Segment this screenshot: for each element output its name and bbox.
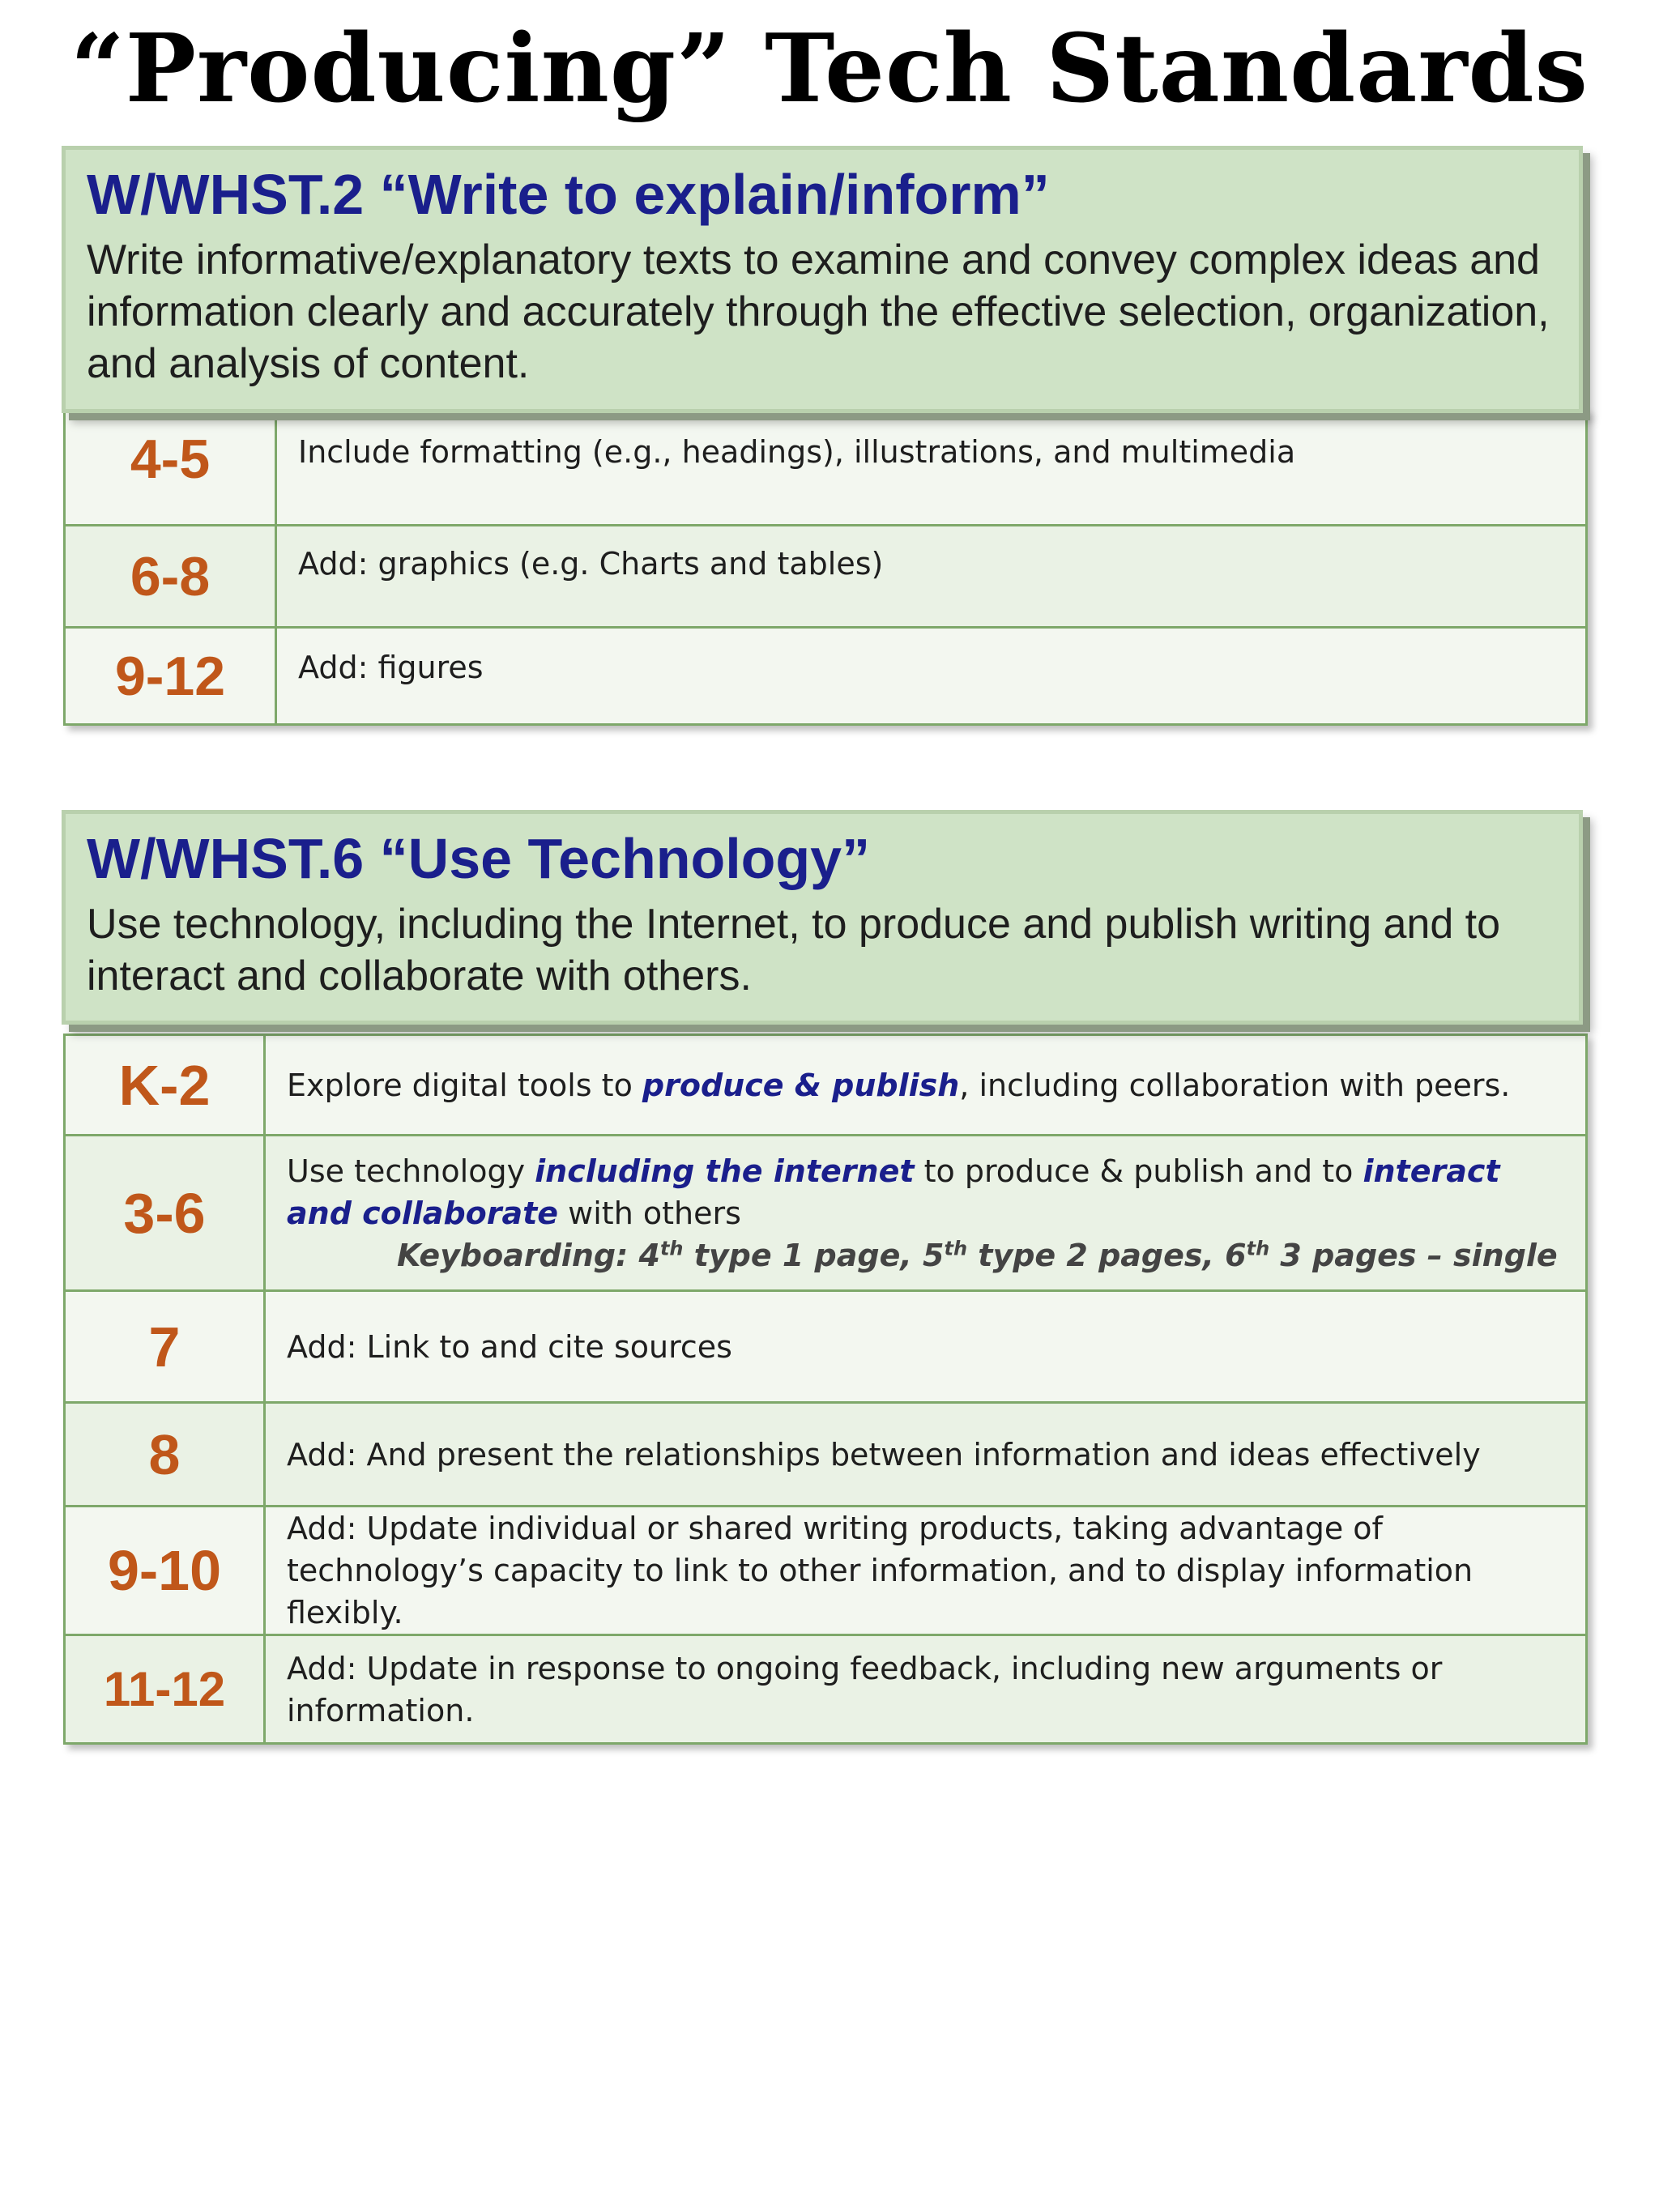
standard-w6-description: Use technology, including the Internet, to produce and publish writing and to interact and collaborate with others. (87, 901, 1501, 999)
grade-label: 8 (65, 1403, 265, 1507)
grade-description: Add: Link to and cite sources (265, 1291, 1587, 1403)
table-row (65, 1507, 1587, 1635)
text-segment: type 1 page, 5 (683, 1237, 945, 1273)
grade-label: 3-6 (65, 1136, 265, 1291)
standard-w6-header (62, 810, 1583, 1025)
table-row (65, 1403, 1587, 1507)
grade-label: 4-5 (65, 411, 276, 526)
table-row (65, 526, 1587, 628)
grade-label: 9-12 (65, 628, 276, 725)
grade-description (265, 1136, 1587, 1291)
keyboarding-note (287, 1234, 1564, 1276)
text-segment: Use technology (287, 1153, 535, 1189)
table-row (65, 1291, 1587, 1403)
text-segment: type 2 pages, 6 (967, 1237, 1247, 1273)
grade-label: 6-8 (65, 526, 276, 628)
text-segment: , including collaboration with peers. (959, 1067, 1511, 1103)
page-title: “Producing” Tech Standards (70, 14, 1589, 124)
text-segment: with others (558, 1195, 741, 1231)
grade-label: 9-10 (65, 1507, 265, 1635)
grade-description: Add: figures (276, 628, 1587, 725)
standard-w2-description: Write informative/explanatory texts to examine and convey complex ideas and information clearly and accurately through the effective selection, organization, and analysis of content. (87, 237, 1550, 387)
grade-description: Add: Update individual or shared writing products, taking advantage of technology’s capacity to link to other information, and to display information flexibly. (265, 1507, 1587, 1635)
table-row (65, 1035, 1587, 1136)
highlight-phrase: produce & publish (642, 1067, 960, 1103)
table-row (65, 1136, 1587, 1291)
grade-description (265, 1035, 1587, 1136)
text-segment: to produce & publish and to (914, 1153, 1363, 1189)
grade-description: Add: graphics (e.g. Charts and tables) (276, 526, 1587, 628)
grade-label: 11-12 (65, 1635, 265, 1744)
superscript: th (1246, 1236, 1270, 1259)
highlight-phrase: including the internet (535, 1153, 915, 1189)
table-row (65, 411, 1587, 526)
table-row (65, 628, 1587, 725)
standard-w2-grade-table (63, 409, 1588, 726)
grade-label: K-2 (65, 1035, 265, 1136)
standard-w6-grade-table (63, 1034, 1588, 1745)
text-segment: Explore digital tools to (287, 1067, 642, 1103)
grade-description: Include formatting (e.g., headings), illustrations, and multimedia (276, 411, 1587, 526)
standard-w2-title: W/WHST.2 “Write to explain/inform” (87, 163, 1050, 226)
text-segment: 3 pages – single (1269, 1237, 1558, 1273)
table-row (65, 1635, 1587, 1744)
grade-description: Add: Update in response to ongoing feedback, including new arguments or information. (265, 1635, 1587, 1744)
grade-description: Add: And present the relationships between information and ideas effectively (265, 1403, 1587, 1507)
superscript: th (944, 1236, 968, 1259)
standard-w2-header (62, 146, 1583, 413)
grade-label: 7 (65, 1291, 265, 1403)
highlight-phrase: interact and collaborate (287, 1153, 1500, 1231)
text-segment: Keyboarding: 4 (397, 1237, 660, 1273)
standard-w6-title: W/WHST.6 “Use Technology” (87, 827, 871, 890)
superscript: th (659, 1236, 684, 1259)
